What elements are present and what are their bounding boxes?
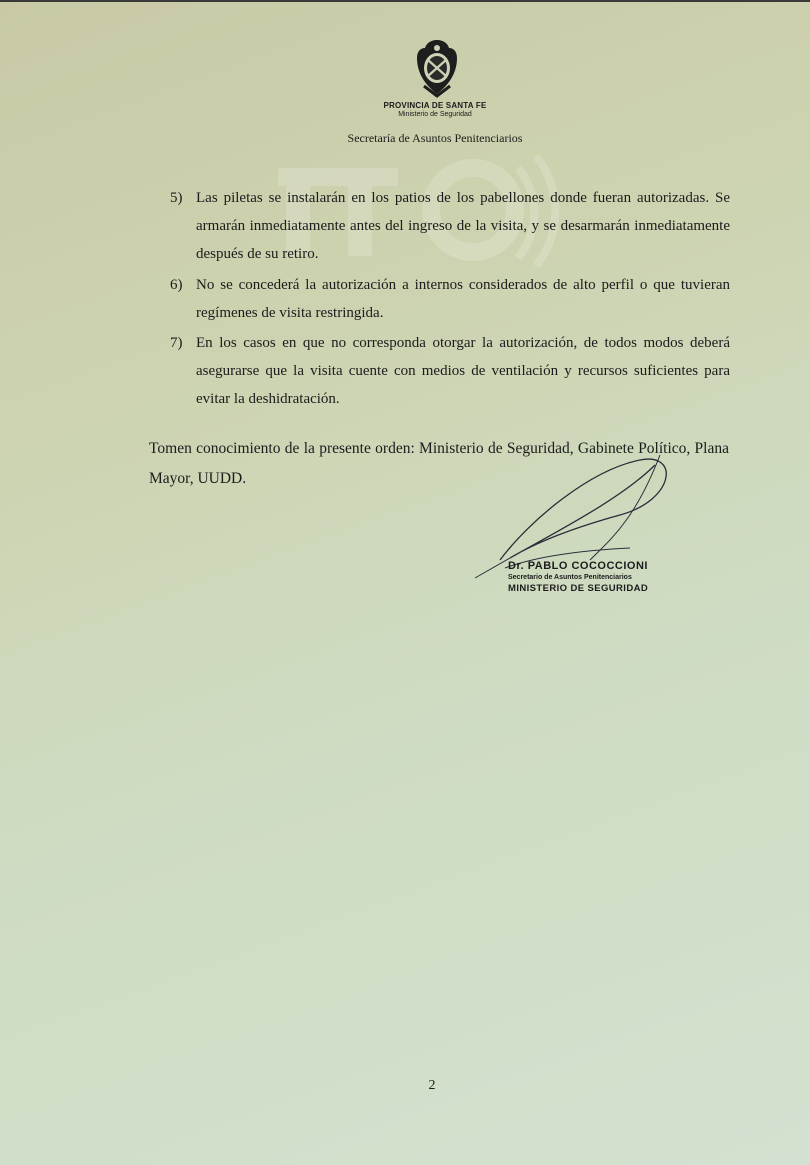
header-province: PROVINCIA DE SANTA FE	[383, 101, 487, 110]
list-item-5	[170, 184, 730, 268]
santa-fe-coat-of-arms-icon	[412, 38, 462, 98]
header-ministry: Ministerio de Seguridad	[398, 111, 472, 118]
list-item-text: En los casos en que no corresponda otorgar la autorización, de todos modos deberá asegurarse que la visita cuente con medios de ventilación y recursos suficientes para evitar la deshidratación.	[196, 335, 730, 407]
list-item-7	[170, 329, 730, 413]
list-item-number: 7)	[170, 335, 183, 351]
header-secretaria: Secretaría de Asuntos Penitenciarios	[347, 131, 523, 145]
list-item-6	[170, 271, 730, 327]
list-item-number: 5)	[170, 190, 183, 206]
list-item-text: Las piletas se instalarán en los patios de los pabellones donde fueran autorizadas. Se armarán inmediatamente antes del ingreso de la visita, y se desarmarán inmediatamente después de su retiro.	[196, 190, 730, 262]
signatory-name: Dr. PABLO COCOCCIONI	[508, 560, 648, 572]
list-item-text: No se concederá la autorización a internos considerados de alto perfil o que tuvieran regímenes de visita restringida.	[196, 277, 730, 321]
list-item-number: 6)	[170, 277, 183, 293]
paper-edge	[0, 0, 810, 2]
signatory-organization: MINISTERIO DE SEGURIDAD	[508, 583, 649, 594]
signatory-title: Secretario de Asuntos Penitenciarios	[508, 574, 632, 581]
page-number: 2	[428, 1078, 436, 1093]
closing-paragraph: Tomen conocimiento de la presente orden: Ministerio de Seguridad, Gabinete Político, Plana Mayor, UUDD.	[149, 440, 729, 487]
